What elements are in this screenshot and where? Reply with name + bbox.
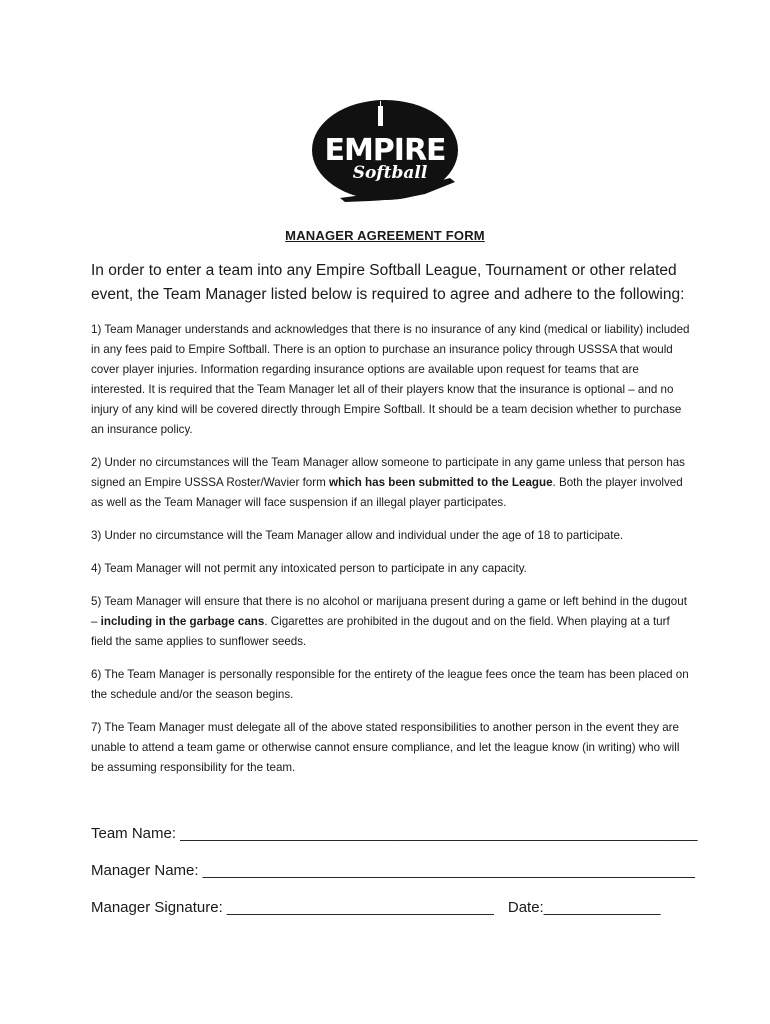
date-line[interactable]: ______________ [543,899,661,916]
date-label: Date: [507,899,544,916]
team-name-line[interactable]: ______________________________________________________________ [180,825,698,842]
form-title: MANAGER AGREEMENT FORM [285,228,485,243]
manager-name-line[interactable]: ___________________________________________________________ [202,862,695,879]
clause-2-text-c: . Both the player involved as well as the Team Manager will face suspension if an illegal player participates. [91,476,683,509]
clause-7: 7) The Team Manager must delegate all of the above stated responsibilities to another person in the event they are unable to attend a team game or otherwise cannot ensure compliance, and let the league know (in writing) who will be assuming responsibility for the team. [91,721,680,774]
signature-line[interactable]: ________________________________ [226,899,494,916]
clause-6: 6) The Team Manager is personally responsible for the entirety of the league fees once the team has been placed on the schedule and/or the season begins. [91,668,689,701]
clause-3: 3) Under no circumstance will the Team Manager allow and individual under the age of 18 to participate. [91,529,624,542]
clause-5-emphasis: including in the garbage cans [100,615,265,628]
svg-text:EMPIRE: EMPIRE [324,133,446,168]
clause-2-text-a: 2) Under no circumstances will the Team Manager allow someone to participate in any game unless that person has signed an Empire USSSA Roster/Wavier form [91,456,685,489]
clause-5 [91,592,691,652]
manager-name-label: Manager Name: [91,862,203,879]
svg-text:Softball: Softball [352,163,428,183]
clauses-list [91,320,691,791]
team-name-label: Team Name: [91,825,181,842]
intro-paragraph: In order to enter a team into any Empire Softball League, Tournament or other related event, the Team Manager listed below is required to agree and adhere to the following: [91,262,685,303]
team-name-field[interactable] [91,822,698,859]
signature-fields [91,822,698,933]
signature-label: Manager Signature: [91,899,227,916]
clause-2 [91,453,691,513]
clause-1: 1) Team Manager understands and acknowledges that there is no insurance of any kind (medical or liability) included in any fees paid to Empire Softball. There is an option to purchase an insurance policy through USSSA that would cover player injuries. Information regarding insurance options are available upon request for teams that are interested. It is required that the Team Manager let all of their players know that the insurance is optional – and no injury of any kind will be covered directly through Empire Softball. It should be a team decision whether to purchase an insurance policy. [91,323,690,436]
clause-5-text-c: . Cigarettes are prohibited in the dugout and on the field. When playing at a turf field the same applies to sunflower seeds. [91,615,670,648]
signature-date-row [91,896,691,933]
clause-2-emphasis: which has been submitted to the League [328,476,553,489]
clause-4: 4) Team Manager will not permit any intoxicated person to participate in any capacity. [91,562,527,575]
empire-softball-logo [310,98,460,206]
clause-5-text-a: 5) Team Manager will ensure that there is no alcohol or marijuana present during a game or left behind in the dugout – [91,595,687,628]
manager-name-field[interactable] [91,859,695,896]
